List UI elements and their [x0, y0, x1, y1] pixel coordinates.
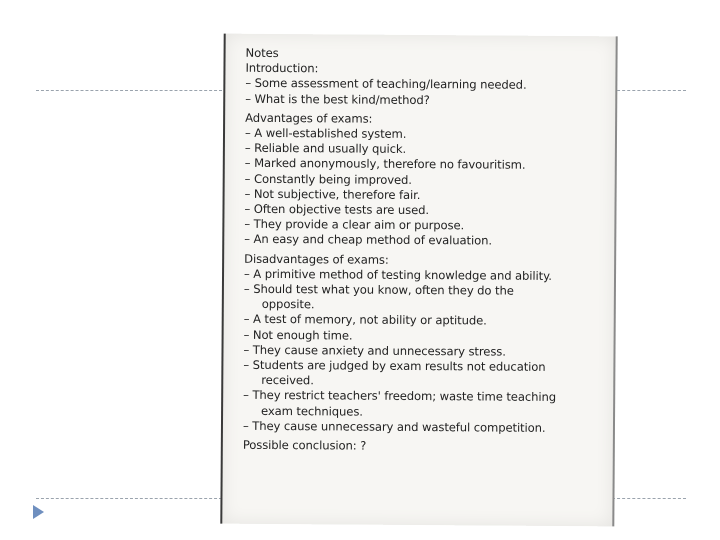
note-line: – They cause anxiety and unnecessary stress.	[243, 342, 506, 359]
note-line: – A well-established system.	[244, 125, 407, 141]
note-line: – A test of memory, not ability or aptitude.	[243, 312, 487, 328]
section-heading: Advantages of exams:	[245, 110, 373, 126]
slide-divider-top-right	[612, 90, 686, 91]
note-line: – What is the best kind/method?	[245, 91, 430, 107]
section-heading: Possible conclusion: ?	[242, 437, 367, 453]
note-line: – Some assessment of teaching/learning needed.	[245, 76, 527, 93]
note-line: – Students are judged by exam results not education	[243, 357, 546, 374]
note-line: – They restrict teachers' freedom; waste time teaching	[243, 388, 557, 405]
note-line: – Not enough time.	[243, 327, 353, 343]
note-line: – Not subjective, therefore fair.	[244, 186, 421, 202]
scanned-notes-page	[220, 34, 617, 527]
notes-title: Notes	[245, 45, 279, 61]
notes-content	[243, 46, 611, 460]
note-line: – Should test what you know, often they do the	[243, 281, 514, 298]
note-line: – They cause unnecessary and wasteful competition.	[242, 418, 546, 435]
section-heading: Introduction:	[245, 60, 319, 76]
note-line: – A primitive method of testing knowledge and ability.	[243, 266, 552, 283]
note-line: – An easy and cheap method of evaluation.	[244, 232, 492, 248]
note-line: – They provide a clear aim or purpose.	[244, 217, 465, 233]
note-line: – Marked anonymously, therefore no favouritism.	[244, 156, 526, 173]
slide-divider-bottom-left	[36, 498, 222, 499]
note-line: – Reliable and usually quick.	[244, 141, 407, 157]
slide-divider-bottom-right	[612, 498, 686, 499]
note-line: exam techniques.	[261, 403, 363, 419]
note-line: – Often objective tests are used.	[244, 201, 430, 218]
slide-bullet-arrow-icon	[33, 505, 44, 519]
note-line: received.	[261, 373, 314, 388]
note-line: – Constantly being improved.	[244, 171, 412, 187]
section-heading: Disadvantages of exams:	[244, 251, 389, 267]
note-line: opposite.	[261, 297, 315, 312]
slide-divider-top-left	[36, 90, 222, 91]
